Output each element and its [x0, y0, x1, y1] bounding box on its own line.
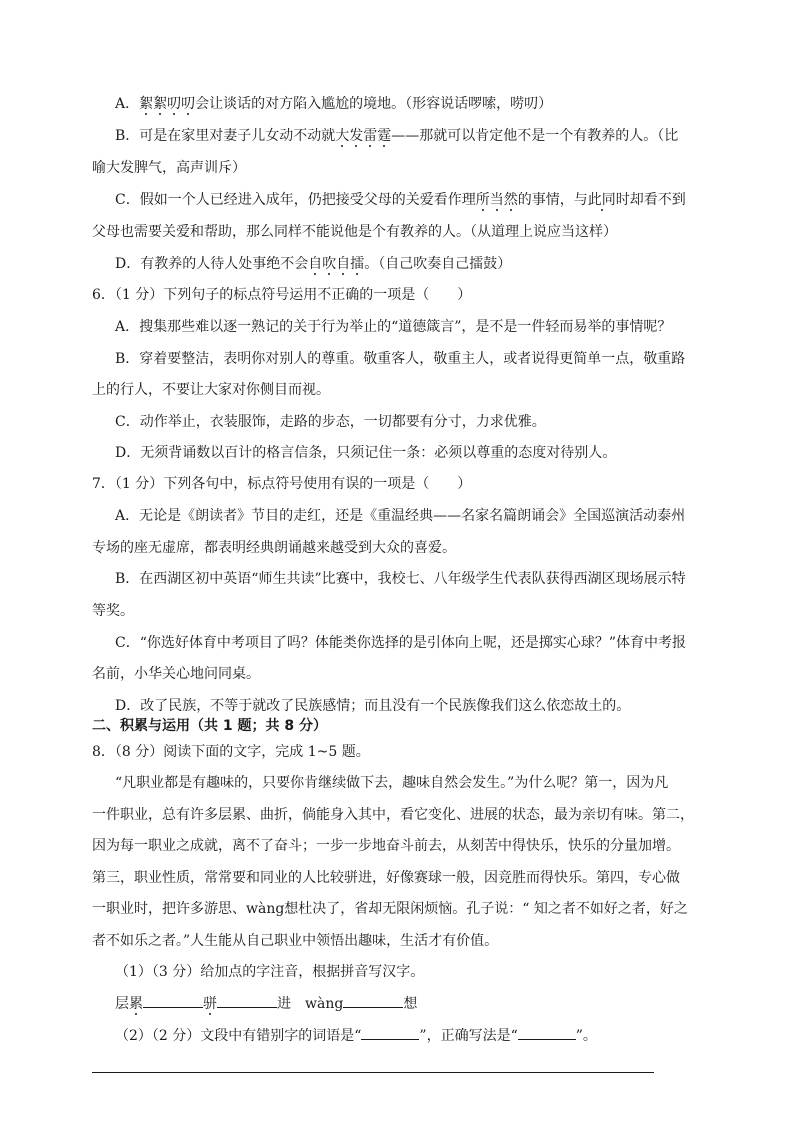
passage-line-6: 者不如乐之者。”人生能从自己职业中领悟出趣味，生活才有价值。: [92, 933, 499, 949]
q5-option-b: B．可是在家里对妻子儿女动不动就大发雷霆——那就可以肯定他不是一个有教养的人。（比: [115, 128, 679, 144]
q6-option-b-cont: 上的行人，不要让大家对你侧目而视。: [92, 382, 330, 398]
answer-blank-5[interactable]: [518, 1025, 576, 1040]
q6-option-a: A．搜集那些难以逐一熟记的关于行为举止的“道德箴言”，是不是一件轻而易举的事情呢？: [115, 319, 672, 335]
q5-option-a: A．絮絮叨叨会让谈话的对方陷入尴尬的境地。（形容说话啰嗦，唠叨）: [115, 96, 553, 112]
section-heading: 二、积累与运用（共 1 题；共 8 分）: [92, 718, 327, 734]
q7-option-b-cont: 等奖。: [92, 603, 134, 619]
q6-option-d: D．无须背诵数以百计的格言信条，只须记住一条：必须以尊重的态度对待别人。: [115, 445, 617, 461]
q7-option-d: D．改了民族，不等于就改了民族感情；而且没有一个民族像我们这么依恋故土的。: [115, 698, 631, 714]
answer-line[interactable]: [92, 1072, 654, 1073]
answer-blank-2[interactable]: [217, 993, 277, 1008]
answer-blank-1[interactable]: [143, 993, 203, 1008]
q8-sub2: （2）（2 分）文段中有错别字的词语是“ ”，正确写法是“ ”。: [115, 1025, 597, 1046]
q7-option-a: A．无论是《朗读者》节目的走红，还是《重温经典——名家名篇朗诵会》全国巡演活动泰州: [115, 508, 686, 524]
answer-blank-4[interactable]: [361, 1025, 419, 1040]
passage-line-1: “凡职业都是有趣味的，只要你肯继续做下去，趣味自然会发生。”为什么呢？第一，因为凡: [115, 775, 669, 791]
q5-option-c: C．假如一个人已经进入成年，仍把接受父母的关爱看作理所当然的事情，与此同时却看不到: [115, 192, 686, 208]
q8-sub1: （1）（3 分）给加点的字注音，根据拼音写汉字。: [115, 964, 425, 980]
q6-option-b: B．穿着要整洁，表明你对别人的尊重。敬重客人，敬重主人，或者说得更简单一点，敬重路: [115, 351, 686, 367]
q7-option-c-cont: 名前，小华关心地问同桌。: [92, 666, 260, 682]
passage-line-4: 第三，职业性质，常常要和同业的人比较骈进，好像赛球一般，因竞胜而得快乐。第四，专心做: [92, 870, 680, 886]
q6-stem: 6．（1 分）下列句子的标点符号运用不正确的一项是（ ）: [92, 287, 472, 303]
passage-line-3: 因为每一职业之成就，离不了奋斗；一步一步地奋斗前去，从刻苦中得快乐，快乐的分量加增。: [92, 838, 680, 854]
q6-option-c: C．动作举止，衣装服饰，走路的步态，一切都要有分寸，力求优雅。: [115, 414, 546, 430]
passage-line-2: 一件职业，总有许多层累、曲折，倘能身入其中，看它变化、进展的状态，最为亲切有味。第二，: [92, 807, 694, 823]
answer-blank-3[interactable]: [343, 993, 403, 1008]
passage-line-5: 一职业时，把许多游思、wàng想杜决了，省却无限闲烦恼。孔子说：“ 知之者不如好之者，好之: [92, 901, 688, 917]
q8-fill-row: 层累 骈 进 wàng 想: [115, 993, 417, 1014]
q7-option-b: B．在西湖区初中英语“师生共读”比赛中，我校七、八年级学生代表队获得西湖区现场展示特: [115, 571, 686, 587]
q7-stem: 7．（1 分）下列各句中，标点符号使用有误的一项是（ ）: [92, 476, 472, 492]
q5-option-d: D．有教养的人待人处事绝不会自吹自擂。（自己吹奏自己擂鼓）: [115, 256, 512, 272]
q8-stem: 8．（8 分）阅读下面的文字，完成 1~5 题。: [92, 744, 370, 760]
q5-option-b-cont: 喻大发脾气，高声训斥）: [92, 160, 246, 176]
q7-option-a-cont: 专场的座无虚席，都表明经典朗诵越来越受到大众的喜爱。: [92, 540, 456, 556]
q7-option-c: C．“你选好体育中考项目了吗？体能类你选择的是引体向上呢，还是掷实心球？”体育中考报: [115, 635, 687, 651]
q5-option-c-cont: 父母也需要关爱和帮助，那么同样不能说他是个有教养的人。（从道理上说应当这样）: [92, 224, 617, 240]
